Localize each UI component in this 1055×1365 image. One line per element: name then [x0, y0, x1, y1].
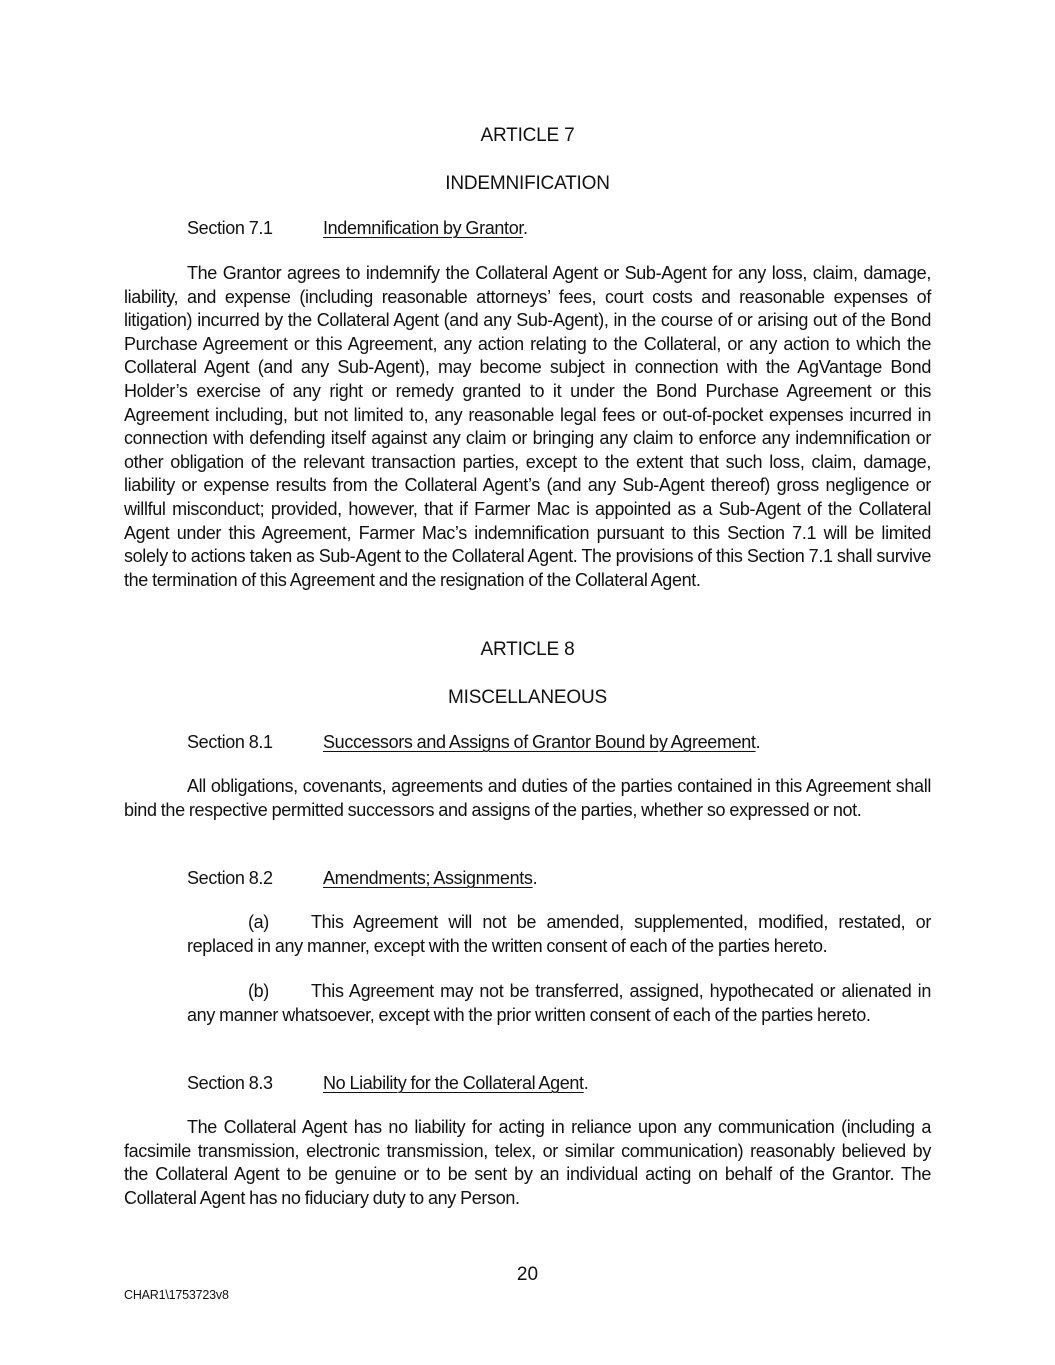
item-text: This Agreement may not be transferred, assigned, hypothecated or alienated in any manner whatsoever, except with the prior written consent of each of the parties hereto.	[187, 981, 931, 1025]
section-title: Indemnification by Grantor	[323, 218, 524, 238]
article-7-title: INDEMNIFICATION	[445, 173, 610, 194]
article-8-heading: ARTICLE 8	[480, 639, 575, 660]
section-title-punct: .	[583, 1073, 589, 1093]
section-title: Amendments; Assignments	[323, 868, 533, 888]
section-8-3-body: The Collateral Agent has no liability for acting in reliance upon any communication (including a facsimile transmission, electronic transmission, telex, or similar communication) reasonably believed by the Collateral Agent to be genuine or to be sent by an individual acting on behalf of the Grantor. The Collateral Agent has no fiduciary duty to any Person.	[124, 1117, 931, 1208]
section-title-punct: .	[523, 218, 528, 238]
section-number: Section 8.3	[187, 1073, 273, 1093]
section-number: Section 7.1	[187, 218, 273, 238]
section-title-punct: .	[755, 732, 761, 752]
section-8-1-heading	[187, 731, 931, 755]
section-7-1-body: The Grantor agrees to indemnify the Collateral Agent or Sub-Agent for any loss, claim, damage, liability, and expense (including reasonable attorneys’ fees, court costs and reasonable expenses of litigation) incurred by the Collateral Agent (and any Sub-Agent), in the course of or arising out of the Bond Purchase Agreement or this Agreement, any action relating to the Collateral, or any action to which the Collateral Agent (and any Sub-Agent), may become subject in connection with the AgVantage Bond Holder’s exercise of any right or remedy granted to it under the Bond Purchase Agreement or this Agreement including, but not limited to, any reasonable legal fees or out-of-pocket expenses incurred in connection with defending itself against any claim or bringing any claim to enforce any indemnification or other obligation of the relevant transaction parties, except to the extent that such loss, claim, damage, liability or expense results from the Collateral Agent’s (and any Sub-Agent thereof) gross negligence or willful misconduct; provided, however, that if Farmer Mac is appointed as a Sub-Agent of the Collateral Agent under this Agreement, Farmer Mac’s indemnification pursuant to this Section 7.1 will be limited solely to actions taken as Sub-Agent to the Collateral Agent. The provisions of this Section 7.1 shall survive the termination of this Agreement and the resignation of the Collateral Agent.	[124, 263, 931, 590]
item-label: (b)	[248, 981, 269, 1001]
section-8-2-heading	[187, 867, 931, 891]
section-title: No Liability for the Collateral Agent	[323, 1073, 584, 1093]
section-8-3-heading	[187, 1072, 931, 1096]
section-8-2-item-b	[187, 980, 931, 1027]
section-number: Section 8.1	[187, 732, 273, 752]
section-8-1-body: All obligations, covenants, agreements and duties of the parties contained in this Agreement shall bind the respective permitted successors and assigns of the parties, whether so expressed or not.	[124, 776, 931, 820]
section-title-punct: .	[532, 868, 538, 888]
section-8-2-item-a	[187, 911, 931, 958]
section-7-1-heading	[187, 217, 931, 241]
document-id: CHAR1\1753723v8	[124, 1288, 229, 1302]
item-text: This Agreement will not be amended, supplemented, modified, restated, or replaced in any manner, except with the written consent of each of the parties hereto.	[187, 912, 931, 956]
item-label: (a)	[248, 912, 269, 932]
section-title: Successors and Assigns of Grantor Bound by Agreement	[323, 732, 756, 752]
section-number: Section 8.2	[187, 868, 273, 888]
page-number: 20	[516, 1264, 539, 1285]
article-8-title: MISCELLANEOUS	[448, 687, 607, 708]
article-7-heading: ARTICLE 7	[480, 125, 575, 146]
